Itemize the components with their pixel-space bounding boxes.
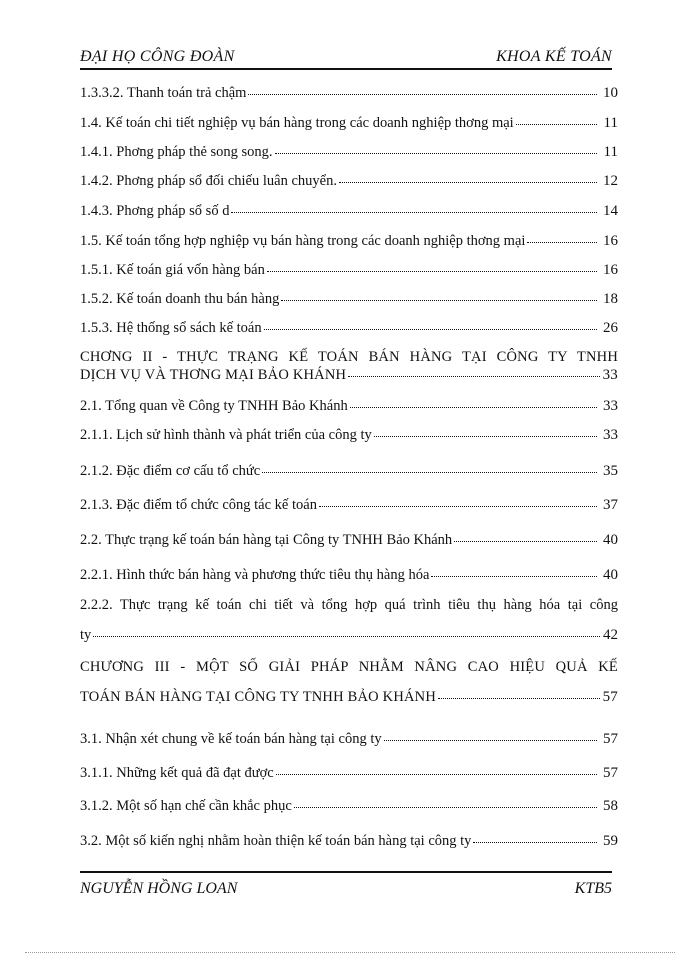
- toc-leader: [294, 807, 597, 808]
- toc-leader: [527, 242, 597, 243]
- toc-entry-title: 3.2. Một số kiến nghị nhằm hoàn thiện kế toán bán hàng tại công ty: [80, 833, 472, 849]
- toc-leader: [262, 472, 597, 473]
- page-header: [80, 42, 612, 66]
- toc-entry-title: 2.1.1. Lịch sử hình thành và phát triển của công ty: [80, 427, 372, 443]
- toc-leader: [267, 271, 597, 272]
- toc-entry[interactable]: [80, 397, 618, 415]
- toc-leader: [231, 212, 597, 213]
- toc-leader: [516, 124, 597, 125]
- toc-entry-title: 3.1.1. Những kết quả đã đạt được: [80, 765, 274, 781]
- toc-entry[interactable]: [80, 143, 618, 161]
- toc-chapter-entry[interactable]: [80, 658, 618, 706]
- toc-entry-title: 1.4.1. Phơng pháp thẻ song song.: [80, 144, 273, 160]
- toc-entry-title: 1.4. Kế toán chi tiết nghiệp vụ bán hàng trong các doanh nghiệp thơng mại: [80, 115, 514, 131]
- toc-entry-page: 59: [603, 833, 618, 849]
- toc-leader: [319, 506, 597, 507]
- toc-entry[interactable]: [80, 566, 618, 584]
- toc-wrapped-entry[interactable]: [80, 596, 618, 644]
- toc-entry-line2: [80, 688, 618, 706]
- toc-entry[interactable]: [80, 531, 618, 549]
- toc-entry[interactable]: [80, 290, 618, 308]
- toc-entry-title: 1.4.3. Phơng pháp sổ số d: [80, 203, 230, 219]
- toc-entry[interactable]: [80, 114, 618, 132]
- toc-entry-page: 42: [603, 627, 618, 643]
- toc-entry-title: 2.1. Tổng quan về Công ty TNHH Bảo Khánh: [80, 398, 348, 414]
- toc-entry-title-line1: 2.2.2. Thực trạng kế toán chi tiết và tổng hợp quá trình tiêu thụ hàng hóa tại công: [80, 597, 618, 613]
- toc-leader: [248, 94, 597, 95]
- toc-leader: [264, 329, 597, 330]
- toc-entry-title: 1.5.1. Kế toán giá vốn hàng bán: [80, 262, 265, 278]
- toc-entry-title: 2.2.1. Hình thức bán hàng và phương thức tiêu thụ hàng hóa: [80, 567, 430, 583]
- toc-chapter-entry[interactable]: [80, 348, 618, 384]
- toc-entry-page: 40: [603, 567, 618, 583]
- toc-entry-title: 1.4.2. Phơng pháp sổ đối chiếu luân chuyển.: [80, 173, 337, 189]
- toc-entry-title: 3.1.2. Một số hạn chế cần khắc phục: [80, 798, 292, 814]
- toc-entry-title-line2: TOÁN BÁN HÀNG TẠI CÔNG TY TNHH BẢO KHÁNH: [80, 689, 436, 705]
- toc-entry-title: 2.1.3. Đặc điểm tổ chức công tác kế toán: [80, 497, 317, 513]
- toc-entry-page: 35: [603, 463, 618, 479]
- toc-entry[interactable]: [80, 426, 618, 444]
- page-footer: [80, 880, 612, 902]
- toc-entry[interactable]: [80, 319, 618, 337]
- toc-entry[interactable]: [80, 496, 618, 514]
- toc-leader: [281, 300, 597, 301]
- header-rule: [80, 68, 612, 70]
- toc-entry[interactable]: [80, 84, 618, 102]
- toc-entry-page: 16: [603, 233, 618, 249]
- toc-leader: [438, 698, 600, 699]
- toc-entry-title: 1.5.2. Kế toán doanh thu bán hàng: [80, 291, 280, 307]
- toc-entry-page: 57: [603, 731, 618, 747]
- toc-entry-page: 18: [603, 291, 618, 307]
- toc-entry-title: 2.1.2. Đặc điểm cơ cấu tổ chức: [80, 463, 261, 479]
- toc-entry-page: 57: [602, 689, 618, 705]
- toc-entry-title-line1: CHƯƠNG III - MỘT SỐ GIẢI PHÁP NHẰM NÂNG CAO HIỆU QUẢ KẾ: [80, 659, 618, 675]
- toc-leader: [339, 182, 597, 183]
- toc-entry[interactable]: [80, 832, 618, 850]
- toc-entry-page: 57: [603, 765, 618, 781]
- toc-entry-title: 1.5. Kế toán tổng hợp nghiệp vụ bán hàng trong các doanh nghiệp thơng mại: [80, 233, 526, 249]
- toc-entry-page: 33: [603, 398, 618, 414]
- toc-entry[interactable]: [80, 462, 618, 480]
- toc-leader: [350, 407, 597, 408]
- footer-class-code: KTB5: [574, 880, 612, 897]
- toc-leader: [275, 153, 597, 154]
- toc-leader: [473, 842, 597, 843]
- toc-entry-line2: [80, 366, 618, 384]
- footer-rule: [80, 871, 612, 873]
- toc-entry-title: 3.1. Nhận xét chung về kế toán bán hàng tại công ty: [80, 731, 382, 747]
- toc-entry-page: 33: [603, 427, 618, 443]
- toc-entry-title-line2: DỊCH VỤ VÀ THƠNG MẠI BẢO KHÁNH: [80, 367, 347, 383]
- toc-entry-page: 40: [603, 532, 618, 548]
- toc-leader: [93, 636, 600, 637]
- toc-entry-title: 1.5.3. Hệ thống sổ sách kế toán: [80, 320, 262, 336]
- toc-leader: [384, 740, 597, 741]
- toc-entry-page: 58: [603, 798, 618, 814]
- toc-entry-title: 1.3.3.2. Thanh toán trả chậm: [80, 85, 247, 101]
- toc-entry[interactable]: [80, 202, 618, 220]
- toc-leader: [431, 576, 597, 577]
- toc-leader: [348, 376, 599, 377]
- toc-entry-page: 14: [603, 203, 618, 219]
- toc-entry[interactable]: [80, 261, 618, 279]
- footer-author: NGUYỄN HỒNG LOAN: [80, 880, 238, 897]
- toc-leader: [374, 436, 597, 437]
- toc-entry-page: 11: [603, 144, 618, 160]
- toc-leader: [454, 541, 597, 542]
- toc-entry-title: 2.2. Thực trạng kế toán bán hàng tại Công ty TNHH Bảo Khánh: [80, 532, 453, 548]
- toc-entry[interactable]: [80, 730, 618, 748]
- toc-entry-title-line1: CHƠNG II - THỰC TRẠNG KẾ TOÁN BÁN HÀNG TẠI CÔNG TY TNHH: [80, 349, 618, 365]
- toc-entry-page: 10: [603, 85, 618, 101]
- header-left: ĐẠI HỌ CÔNG ĐOÀN: [80, 48, 235, 65]
- toc-entry-page: 33: [602, 367, 618, 383]
- toc-entry-title-line2: ty: [80, 627, 92, 643]
- toc-entry-page: 11: [603, 115, 618, 131]
- toc-entry-page: 16: [603, 262, 618, 278]
- toc-entry[interactable]: [80, 232, 618, 250]
- toc-entry[interactable]: [80, 764, 618, 782]
- toc-entry-page: 12: [603, 173, 618, 189]
- toc-entry[interactable]: [80, 172, 618, 190]
- toc-entry-page: 26: [603, 320, 618, 336]
- page-bottom-border: [25, 952, 675, 953]
- toc-entry-line2: [80, 626, 618, 644]
- toc-entry-page: 37: [603, 497, 618, 513]
- header-right: KHOA KẾ TOÁN: [496, 48, 612, 65]
- toc-entry[interactable]: [80, 797, 618, 815]
- toc-leader: [276, 774, 597, 775]
